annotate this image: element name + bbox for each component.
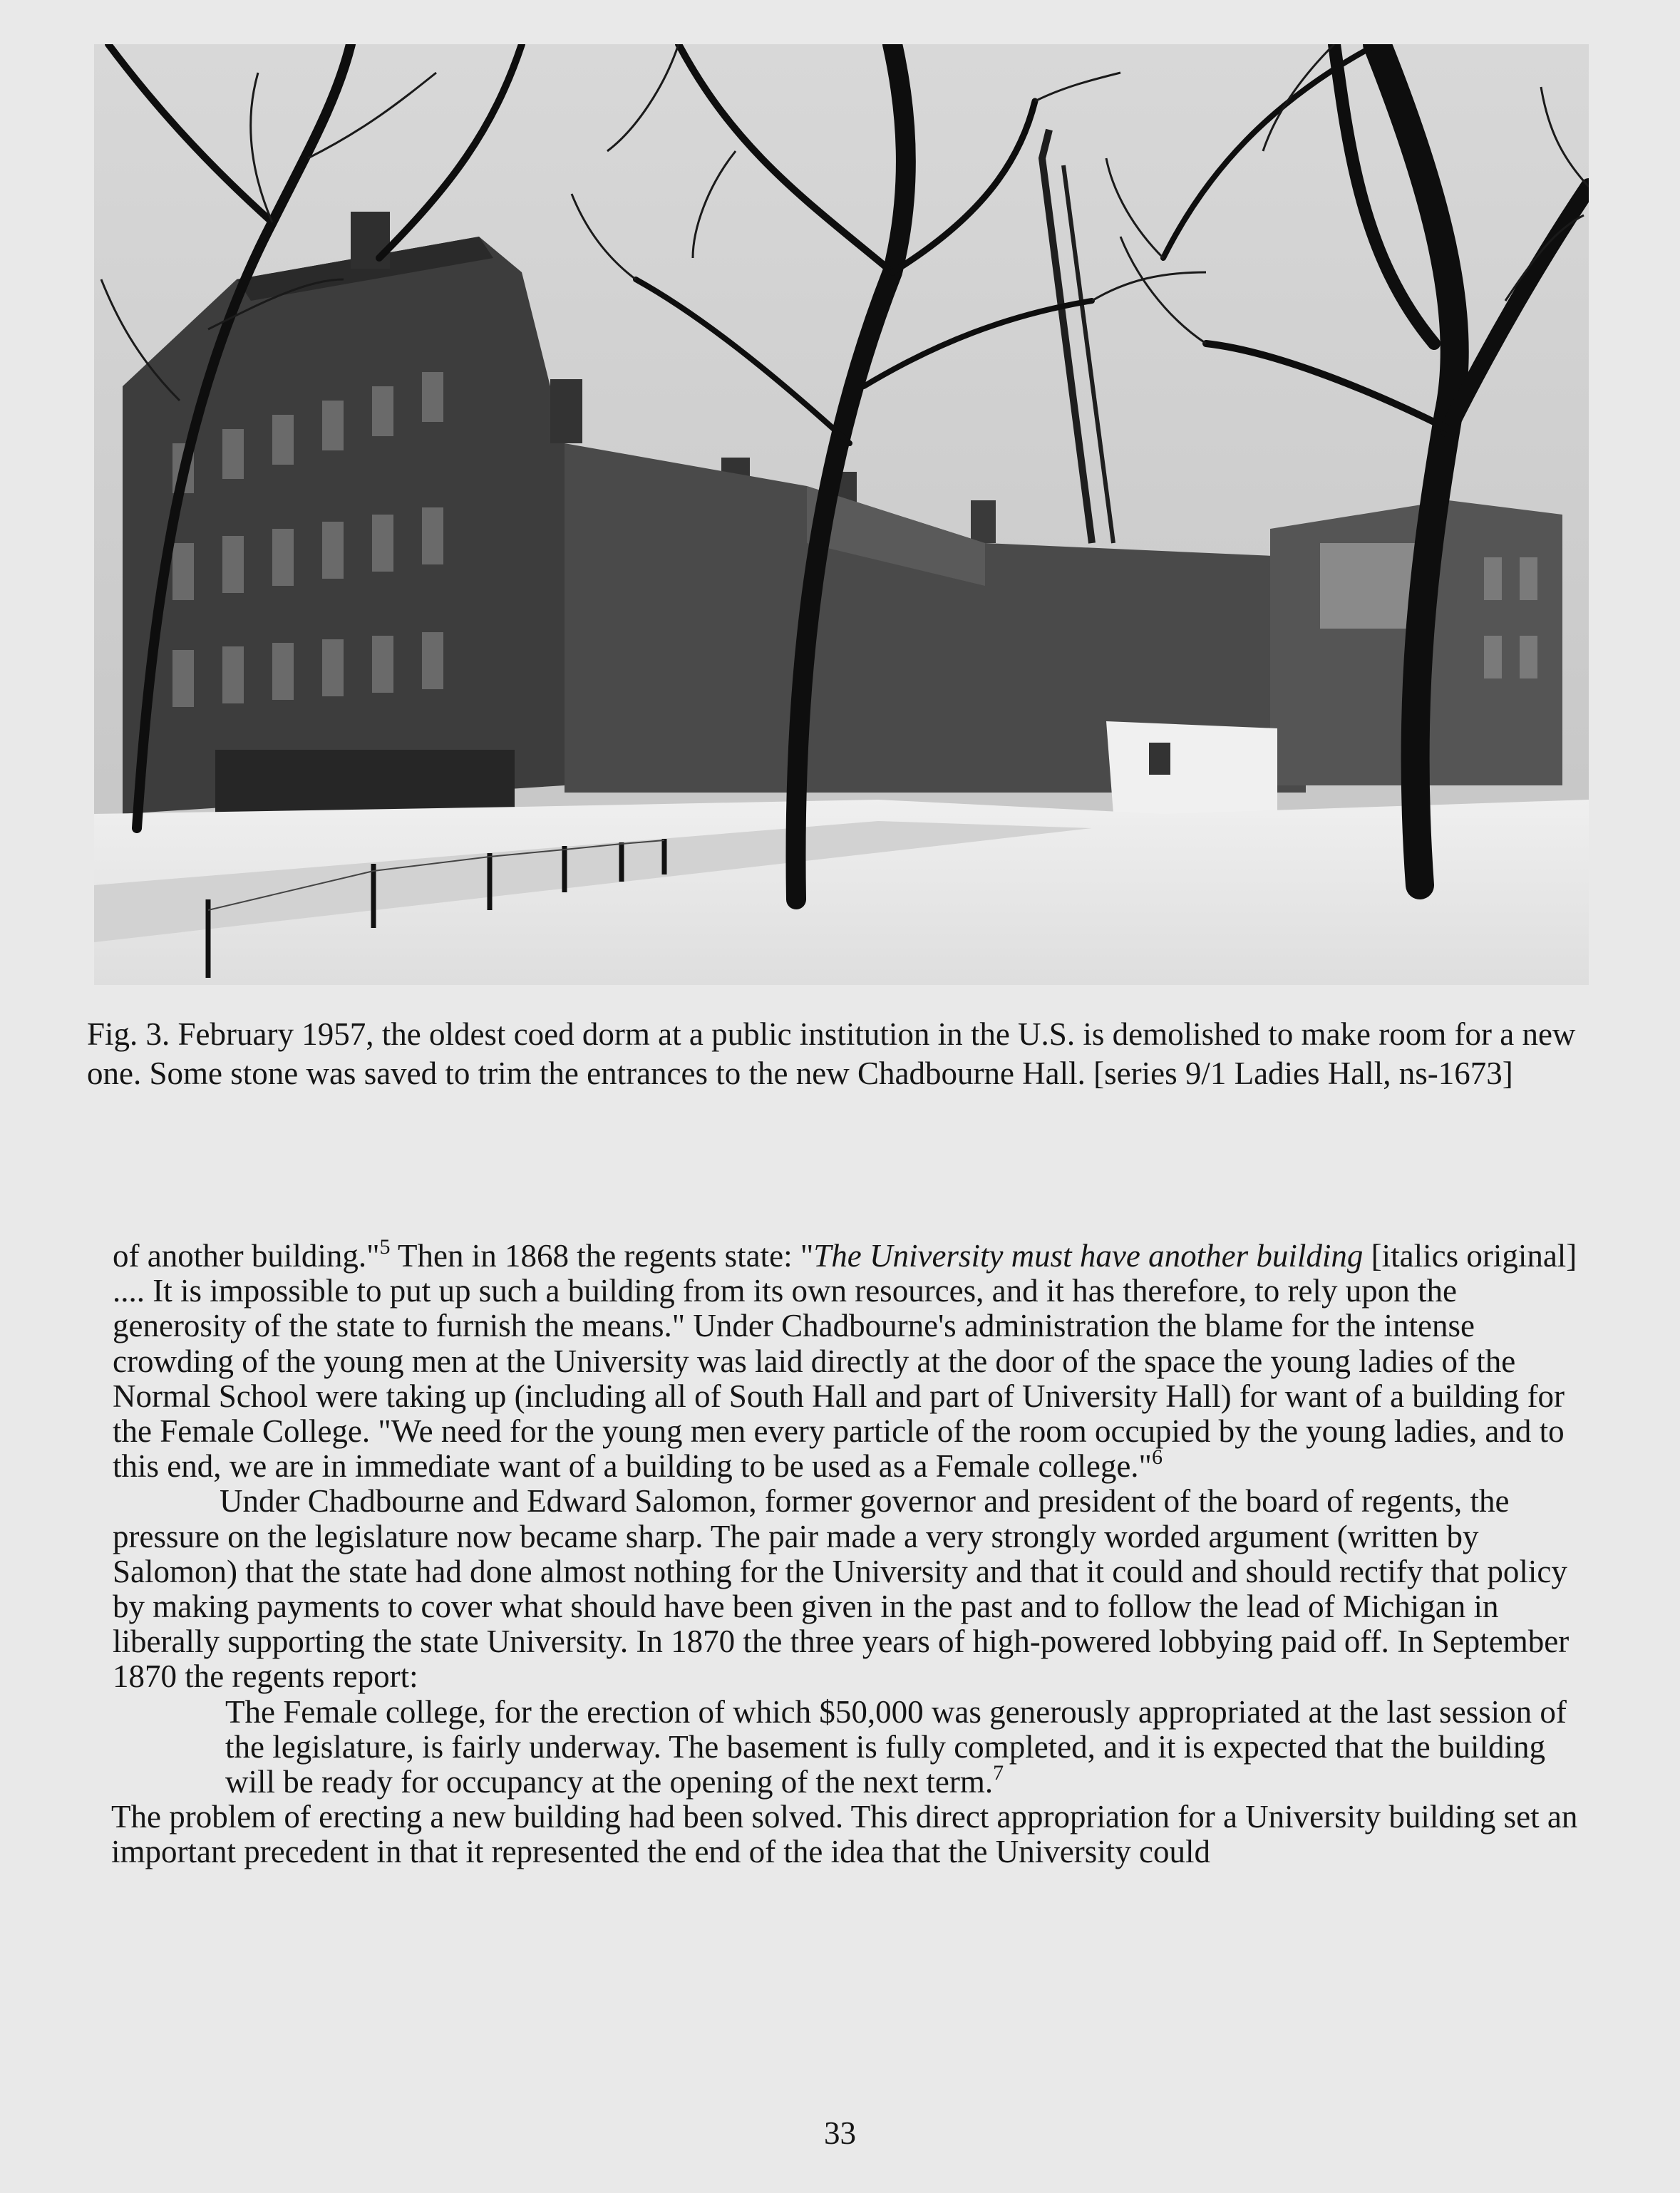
paragraph-3: The problem of erecting a new building had been solved. This direct appropriation for a University building set an important precedent in that it represented the end of the idea that the University could <box>111 1799 1578 1870</box>
paragraph-1-text-b: Then in 1868 the regents state: " <box>390 1238 814 1274</box>
italic-quote: The University must have another building <box>813 1238 1364 1274</box>
page-number: 33 <box>824 2115 856 2151</box>
footnote-ref-7: 7 <box>993 1761 1004 1785</box>
demolition-photograph <box>94 44 1589 985</box>
body-text <box>111 1235 1588 1870</box>
footnote-ref-5: 5 <box>379 1235 391 1259</box>
figure-caption: Fig. 3. February 1957, the oldest coed dorm at a public institution in the U.S. is demolished to make room for a new one. Some stone was saved to trim the entrances to the new Chadbourne Hall. [series 9/1 Ladies Hall, ns-1673] <box>87 1016 1576 1091</box>
block-quote <box>225 1695 1588 1800</box>
footnote-ref-6: 6 <box>1151 1445 1163 1470</box>
block-quote-text: The Female college, for the erection of which $50,000 was generously appropriated at the last session of the legislature, is fairly underway. The basement is fully completed, and it is expected that the building will be ready for occupancy at the opening of the next term. <box>225 1693 1567 1800</box>
paragraph-2: Under Chadbourne and Edward Salomon, former governor and president of the board of regents, the pressure on the legislature now became sharp. The pair made a very strongly worded argument (written by Salomon) that the state had done almost nothing for the University and that it could and should rectify that policy by making payments to cover what should have been given in the past and to follow the lead of Michigan in liberally supporting the state University. In 1870 the three years of high-powered lobbying paid off. In September 1870 the regents report: <box>113 1483 1570 1695</box>
paragraph-1 <box>113 1235 1588 1485</box>
paragraph-1-text-a: of another building." <box>113 1238 380 1274</box>
paragraph-1-text-c: [italics original] .... It is impossible to put up such a building from its own resources, and it has therefore, to rely upon the generosity of the state to furnish the means." Under Chadbourne's administration the blame for the intense crowding of the young men at the University was laid directly at the door of the space the young ladies of the Normal School were taking up (including all of South Hall and part of University Hall) for want of a building for the Female College. "We need for the young men every particle of the room occupied by the young ladies, and to this end, we are in immediate want of a building to be used as a Female college." <box>113 1238 1577 1485</box>
